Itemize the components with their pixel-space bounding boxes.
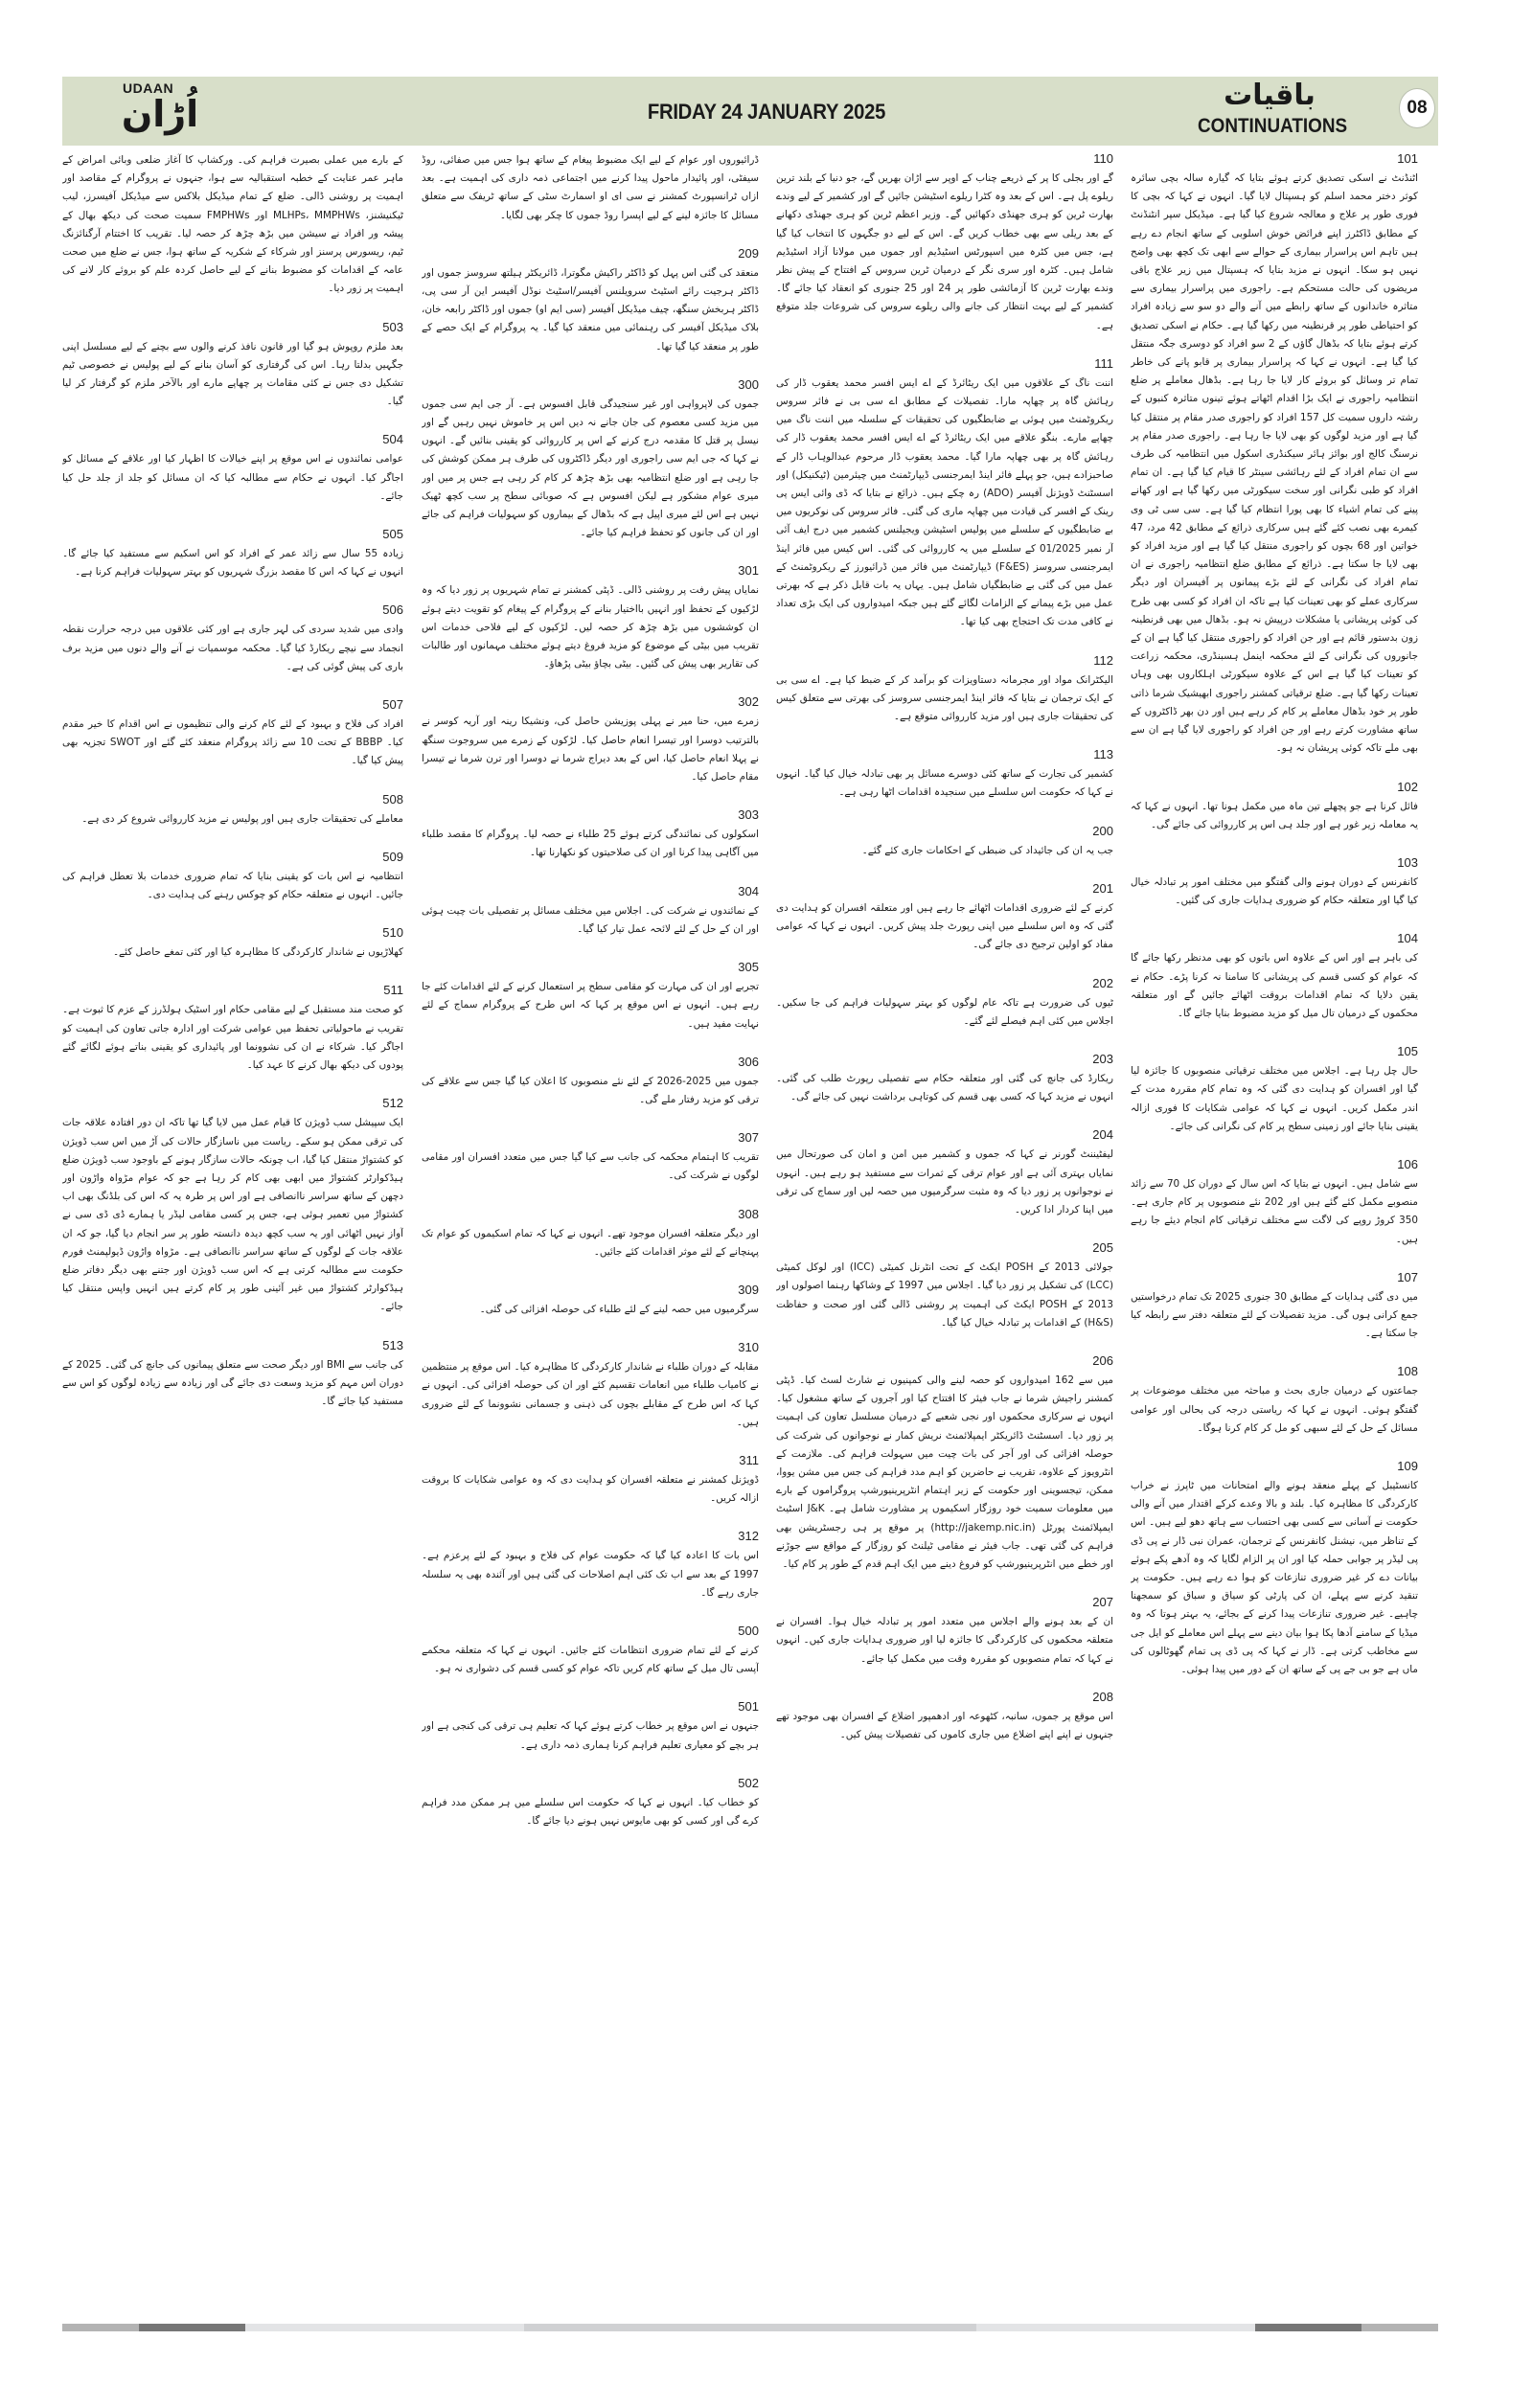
story-number: 510 <box>382 925 403 941</box>
story-number: 506 <box>382 602 403 618</box>
story-number: 205 <box>1092 1240 1113 1256</box>
story-509 <box>62 850 403 904</box>
story-number: 507 <box>382 697 403 713</box>
story-text: تجربے اور ان کی مہارت کو مقامی سطح پر استعمال کرنے کے لئے اقدامات کئے جا رہے ہیں۔ انہوں نے اس موقع پر کہا کہ اس طرح کے پروگرام سماج کے لئے نہایت مفید ہیں۔ <box>422 981 759 1030</box>
story-number: 307 <box>738 1130 759 1146</box>
story-112 <box>776 653 1113 727</box>
column-d <box>1131 151 1418 2287</box>
section-title-urdu: باقیات <box>1224 79 1316 112</box>
story-text: منعقد کی گئی اس پہل کو ڈاکٹر راکیش مگوترا، ڈائریکٹر ہیلتھ سروسز جموں اور ڈاکٹر ہرجیت رائے اسٹیٹ سرویلنس آفیسر/اسٹیٹ نوڈل آفیسر این آر سی پی، ڈاکٹر ہربخش سنگھ، چیف میڈیکل آفیسر (سی ایم او) جموں اور ڈاکٹر رابعہ خان، بلاک میڈیکل آفیسر کی رہنمائی میں منعقد کیا گیا۔ یہ پروگرام کے ایک حصے کے طور پر منعقد کیا گیا تھا۔ <box>422 266 759 352</box>
story-text: تقریب کا اہتمام محکمہ کی جانب سے کیا گیا جس میں متعدد افسران اور مقامی لوگوں نے شرکت کی۔ <box>422 1151 759 1182</box>
story-301 <box>422 563 759 673</box>
story-text: کو خطاب کیا۔ انہوں نے کہا کہ حکومت اس سلسلے میں ہر ممکن مدد فراہم کرے گی اور کسی کو بھی مایوس نہیں ہونے دیا جائے گا۔ <box>422 1796 759 1827</box>
logo-urdu: اُڑان <box>121 93 199 135</box>
story-text: زمرے میں، حنا میر نے پہلی پوزیشن حاصل کی، ونشیکا رینہ اور آریہ کوسر نے بالترتیب دوسرا اور تیسرا انعام حاصل کیا۔ لڑکوں کے زمرے میں سروجوت سنگھ نے پہلا انعام حاصل کیا، اس کے بعد دیراج شرما نے دوسرا اور ترن شرما نے تیسرا مقام حاصل کیا۔ <box>422 716 759 784</box>
story-text: ریکارڈ کی جانچ کی گئی اور متعلقہ حکام سے تفصیلی رپورٹ طلب کی گئی۔ انہوں نے مزید کہا کہ کسی بھی قسم کی کوتاہی برداشت نہیں کی جائے گی۔ <box>776 1072 1113 1103</box>
story-511 <box>62 983 403 1075</box>
story-number: 303 <box>738 807 759 823</box>
story-text: مقابلہ کے دوران طلباء نے شاندار کارکردگی کا مظاہرہ کیا۔ اس موقع پر منتظمین نے کامیاب طلباء میں انعامات تقسیم کئے اور ان کی حوصلہ افزائی کی۔ انہوں نے کہا کہ اس طرح کے مقابلے بچوں کی ذہنی و جسمانی نشوونما کے لئے ضروری ہیں۔ <box>422 1361 759 1428</box>
story-number: 512 <box>382 1096 403 1111</box>
story-501 <box>422 1699 759 1754</box>
story-203 <box>776 1052 1113 1106</box>
story-number: 113 <box>1093 747 1113 762</box>
story-307 <box>422 1130 759 1185</box>
story-504 <box>62 432 403 506</box>
story-text: ڈرائیوروں اور عوام کے لیے ایک مضبوط پیغام کے ساتھ ہوا جس میں صفائی، روڈ سیفٹی، اور پائیدار ماحول پیدا کرنے میں اجتماعی ذمہ داری کی اہمیت ہے۔ بعد ازاں ٹرانسپورٹ کمشنر نے سی ای او اسمارٹ سٹی کے ساتھ ٹریفک سے متعلق مسائل کا جائزہ لینے کے لیے اپسرا روڈ جموں کا چکر بھی لگایا۔ <box>422 154 759 221</box>
story-text: بعد ملزم روپوش ہو گیا اور قانون نافذ کرنے والوں سے بچنے کے لیے مسلسل اپنی جگہیں بدلتا رہا۔ اس کی گرفتاری کو آسان بنانے کے لیے پولیس نے خصوصی ٹیم تشکیل دی جس نے کئی مقامات پر چھاپے مارے اور بالآخر ملزم کو گرفتار کر لیا گیا۔ <box>62 340 403 408</box>
story-512 <box>62 1096 403 1316</box>
story-text: اور دیگر متعلقہ افسران موجود تھے۔ انہوں نے کہا کہ تمام اسکیموں کو عوام تک پہنچانے کے لئے موثر اقدامات کئے جائیں۔ <box>422 1227 759 1258</box>
story-text: الیکٹرانک مواد اور مجرمانہ دستاویزات کو برآمد کر کے ضبط کیا ہے۔ اے سی بی کے ایک ترجمان نے بتایا کہ فائر اینڈ ایمرجنسی سروسز کی بھرتی سے متعلق کیس کی تحقیقات جاری ہیں اور مزید کارروائی متوقع ہے۔ <box>776 673 1113 723</box>
story-number: 308 <box>738 1206 759 1221</box>
story-text: کانفرنس کے دوران ہونے والی گفتگو میں مختلف امور پر تبادلہ خیال کیا گیا اور متعلقہ حکام کو ضروری ہدایات جاری کی گئیں۔ <box>1131 875 1418 907</box>
story-text: اٹنڈنٹ نے اسکی تصدیق کرتے ہوئے بتایا کہ گیارہ سالہ بچی سائرہ کوثر دختر محمد اسلم کو ہسپتال لایا گیا۔ انہوں نے کہا کہ بچی کا فوری طور پر علاج و معالجہ شروع کیا گیا ہے۔ میڈیکل سپر انٹنڈنٹ کے مطابق ڈاکٹرز اپنے فرائض خوش اسلوبی کے ساتھ انجام دے رہے ہیں تاہم اس پراسرار بیماری کے حوالے سے ابھی تک کچھ بھی واضح نہیں ہو سکا۔ انہوں نے مزید بتایا کہ ہسپتال میں زیر علاج باقی مریضوں کی حالت مستحکم ہے۔ راجوری میں پراسرار بیماری سے متاثرہ خاندانوں کے ساتھ رابطے میں آنے والے دو سو سے زیادہ افراد کو احتیاطی طور پر قرنطینہ میں رکھا گیا ہے۔ حکام نے اسکی تصدیق کرتے ہوئے بتایا کہ بڈھال گاؤں کے 2 سو افراد کو دوسری جگہ منتقل کیا گیا ہے۔ انہوں نے کہا کہ پراسرار بیماری پر قابو پانے کی خاطر تمام تر وسائل کو بروئے کار لایا جا رہا ہے۔ بڈھال معاملے پر ضلع انتظامیہ راجوری نے ایک بڑا اقدام اٹھاتے ہوئے تینوں متاثرہ کنبوں کے رشتہ داروں سمیت کل 157 افراد کو راجوری صدر مقام پر منتقل کیا گیا ہے اور مزید لوگوں کو بھی لایا جا رہا ہے۔ راجوری صدر مقام پر نرسنگ کالج اور بوائز ہائر سیکنڈری اسکول میں انتظامیہ کی طرف سے ان تمام افراد کے لئے رہائشی سینٹر کا قیام کیا گیا ہے۔ ان تمام افراد کو طبی نگرانی اور سخت سیکورٹی میں رکھا گیا ہے اور کھانے پینے کی تمام اشیاء کا بھی پورا انتظام کیا گیا ہے۔ سی سی ٹی وی کیمرے بھی نصب کئے گئے ہیں سرکاری ذرائع کے مطابق 42 مرد، 47 خواتین اور 68 بچوں کو راجوری منتقل کیا گیا ہے اور مزید افراد کو بھی لایا جا سکتا ہے۔ ذرائع کے مطابق ضلع انتظامیہ راجوری نے ان تمام افراد کی نگرانی کے لئے بڑے پیمانوں پر آفیسران اور دیگر سرکاری عملے کو بھی تعینات کیا ہے تاکہ ان افراد کو کسی بھی طرح کی کوئی پریشانی یا مشکلات درپیش نہ ہو۔ بڈھال میں بھی قرنطینہ زون بدستور قائم ہے اور جن افراد کو راجوری منتقل کیا گیا ہے ان کے جانوروں کی نگرانی کے لئے محکمہ اینمل ہسبنڈری، محکمہ زراعت کو تعینات کیا گیا ہے اس کے علاوہ سیکورٹی اہلکاروں بھی وہاں تعینات رکھا گیا ہے۔ ضلع ترقیاتی کمشنر راجوری ابھیشیک شرما ذاتی طور پر خود بڈھال معاملے پر کام کر رہے ہیں اور دن بھر ڈاکٹروں کے ساتھ مشاورت کرتے رہے اور جن افراد کو راجوری لایا گیا ہے ان سے بھی ملے تاکہ کوئی پریشان نہ ہو۔ <box>1131 172 1418 755</box>
story-text: لیفٹیننٹ گورنر نے کہا کہ جموں و کشمیر میں امن و امان کی صورتحال میں نمایاں بہتری آئی ہے اور عوام ترقی کے ثمرات سے مستفید ہو رہے ہیں۔ انہوں نے نوجوانوں پر زور دیا کہ وہ مثبت سرگرمیوں میں حصہ لیں اور سماج کی ترقی میں اپنا کردار ادا کریں۔ <box>776 1148 1113 1215</box>
story-text: کرنے کے لئے تمام ضروری انتظامات کئے جائیں۔ انہوں نے کہا کہ متعلقہ محکمے آپسی تال میل کے ساتھ کام کریں تاکہ عوام کو کسی قسم کی دشواری نہ ہو۔ <box>422 1644 759 1675</box>
story-207 <box>776 1595 1113 1669</box>
story-204 <box>776 1127 1113 1219</box>
story-number: 201 <box>1092 880 1113 896</box>
story-number: 107 <box>1397 1269 1418 1284</box>
footer-bar-segment <box>62 2324 139 2331</box>
story-text: کشمیر کی تجارت کے ساتھ کئی دوسرے مسائل پر بھی تبادلہ خیال کیا گیا۔ انہوں نے کہا کہ حکومت اس سلسلے میں سنجیدہ اقدامات اٹھا رہی ہے۔ <box>776 768 1113 799</box>
story-number: 301 <box>738 563 759 579</box>
story-text: کانسٹیبل کے پہلے منعقد ہونے والے امتحانات میں ٹاپرز نے خراب کارکردگی کا مظاہرہ کیا۔ بلند و بالا وعدے کرکے اقتدار میں آنے والی حکومت نے آسانی سے کسی بھی احتساب سے ہاتھ دھو لیے ہیں۔ اس کے تناظر میں، نیشنل کانفرنس کے ترجمان، عمران نبی ڈار نے پی ڈی پی لیڈر پر جوابی حملہ کیا اور ان پر الزام لگایا کہ وہ آدھے پکے ہوئے بیانات دے کر غیر ضروری تنازعات کو ہوا دے رہے ہیں۔ حکومت پر تنقید کرنے سے پہلے، ان کی پارٹی کو سیاق و سباق کو سمجھنا چاہیے۔ غیر ضروری تنازعات پیدا کرنے کے بجائے، یہ بہتر ہوتا کہ وہ میڈیا کے سامنے آدھا پکا ہوا بیان دینے سے پہلے اس معاملے کو ایل جی سے مخاطب کرتی ہے۔ ڈار نے کہا کہ پی ڈی پی تمام گھوٹالوں کی ماں ہے جو بی جے پی کے ساتھ ان کے دور میں پیدا ہوئی۔ <box>1131 1479 1418 1675</box>
story-309 <box>422 1283 759 1319</box>
story-308 <box>422 1207 759 1261</box>
footer-bar-segment <box>1255 2324 1361 2331</box>
story-number: 102 <box>1397 779 1418 794</box>
story-503 <box>62 320 403 412</box>
story-text: فائل کرنا ہے جو پچھلے تین ماہ میں مکمل ہونا تھا۔ انہوں نے کہا کہ یہ معاملہ زیر غور ہے اور جلد ہی اس پر کارروائی کی جائے گی۔ <box>1131 800 1418 830</box>
story-text: حال چل رہا ہے۔ اجلاس میں مختلف ترقیاتی منصوبوں کا جائزہ لیا گیا اور افسران کو ہدایت دی گئی کہ وہ تمام کام مقررہ مدت کے اندر مکمل کریں۔ انہوں نے کہا کہ عوامی شکایات کا فوری ازالہ یقینی بنایا جائے اور زمینی سطح پر کام کی نگرانی کی جائے۔ <box>1131 1065 1418 1132</box>
story-text: اسکولوں کی نمائندگی کرتے ہوئے 25 طلباء نے حصہ لیا۔ پروگرام کا مقصد طلباء میں آگاہی پیدا کرنا اور ان کی صلاحیتوں کو نکھارنا تھا۔ <box>422 829 759 859</box>
story-text: ٹیوں کی ضرورت ہے تاکہ عام لوگوں کو بہتر سہولیات فراہم کی جا سکیں۔ اجلاس میں کئی اہم فیصلے لئے گئے۔ <box>776 996 1113 1027</box>
story-number: 511 <box>383 983 403 998</box>
story-310 <box>422 1340 759 1432</box>
footer-color-bar <box>62 2324 1438 2331</box>
story-number: 105 <box>1397 1044 1418 1059</box>
page-number-badge: 08 <box>1399 88 1435 128</box>
story-text: کے نمائندوں نے شرکت کی۔ اجلاس میں مختلف مسائل پر تفصیلی بات چیت ہوئی اور ان کے حل کے لئے لائحہ عمل تیار کیا گیا۔ <box>422 904 759 935</box>
issue-date: FRIDAY 24 JANUARY 2025 <box>647 100 886 124</box>
footer-bar-segment <box>524 2324 976 2331</box>
story-text: سرگرمیوں میں حصہ لینے کے لئے طلباء کی حوصلہ افزائی کی گئی۔ <box>479 1303 759 1315</box>
story-number: 103 <box>1397 854 1418 870</box>
story-number: 501 <box>738 1699 759 1715</box>
column-b <box>422 151 759 2287</box>
story-text: جب یہ ان کی جائیداد کی ضبطی کے احکامات جاری کئے گئے۔ <box>861 844 1113 856</box>
story-number: 504 <box>382 432 403 447</box>
column-c <box>776 151 1113 2287</box>
story-106 <box>1131 1157 1418 1249</box>
story-number: 104 <box>1397 931 1418 946</box>
story-text: عوامی نمائندوں نے اس موقع پر اپنے خیالات کا اظہار کیا اور علاقے کے مسائل کو اجاگر کیا۔ انہوں نے حکام سے مطالبہ کیا کہ ان مسائل کو جلد از جلد حل کیا جائے۔ <box>62 453 403 502</box>
story-306 <box>422 1055 759 1109</box>
story-505 <box>62 527 403 581</box>
story-text: زیادہ 55 سال سے زائد عمر کے افراد کو اس اسکیم سے مستفید کیا جائے گا۔ انہوں نے کہا کہ اس کا مقصد بزرگ شہریوں کو بہتر سہولیات فراہم کرنا ہے۔ <box>62 548 403 579</box>
story-506 <box>62 602 403 676</box>
story-107 <box>1131 1270 1418 1344</box>
story-text: وادی میں شدید سردی کی لہر جاری ہے اور کئی علاقوں میں درجہ حرارت نقطہ انجماد سے نیچے ریکارڈ کیا گیا۔ محکمہ موسمیات نے آنے والے دنوں میں مزید برف باری کی پیش گوئی کی ہے۔ <box>62 624 403 672</box>
story-number: 112 <box>1093 652 1113 668</box>
story-text: اس موقع پر جموں، سانبہ، کٹھوعہ اور ادھمپور اضلاع کے افسران بھی موجود تھے جنہوں نے اپنے اپنے اضلاع میں جاری کاموں کی تفصیلات پیش کیں۔ <box>776 1710 1113 1740</box>
story-continued <box>62 151 403 299</box>
story-209 <box>422 246 759 356</box>
column-a <box>62 151 403 2287</box>
story-110 <box>776 151 1113 335</box>
story-number: 209 <box>738 245 759 261</box>
story-text: معاملے کی تحقیقات جاری ہیں اور پولیس نے مزید کارروائی شروع کر دی ہے۔ <box>81 812 403 825</box>
story-text: کی جانب سے BMI اور دیگر صحت سے متعلق پیمانوں کی جانچ کی گئی۔ 2025 کے دوران اس مہم کو مزید وسعت دی جائے گی اور زیادہ سے زیادہ لوگوں کو اس سے مستفید کیا جائے گا۔ <box>62 1358 403 1407</box>
story-text: اس بات کا اعادہ کیا گیا کہ حکومت عوام کی فلاح و بہبود کے لئے پرعزم ہے۔ 1997 کے بعد سے اب تک کئی اہم اصلاحات کی گئی ہیں اور آئندہ بھی یہ سلسلہ جاری رہے گا۔ <box>422 1550 759 1599</box>
story-513 <box>62 1338 403 1412</box>
story-111 <box>776 356 1113 632</box>
story-108 <box>1131 1364 1418 1438</box>
story-number: 203 <box>1092 1051 1113 1066</box>
story-302 <box>422 694 759 786</box>
story-text: جماعتوں کے درمیان جاری بحث و مباحثہ میں مختلف موضوعات پر گفتگو ہوئی۔ انہوں نے کہا کہ ریاستی درجہ کی بحالی اور عوامی مسائل کے حل کے لئے سبھی کو مل کر کام کرنا ہوگا۔ <box>1131 1385 1418 1434</box>
story-text: ان کے بعد ہونے والے اجلاس میں متعدد امور پر تبادلہ خیال ہوا۔ افسران نے متعلقہ محکموں کی کارکردگی کا جائزہ لیا اور ضروری ہدایات جاری کیں۔ انہوں نے کہا کہ تمام منصوبوں کو مقررہ وقت میں مکمل کیا جائے۔ <box>776 1616 1113 1665</box>
story-text: کو صحت مند مستقبل کے لیے مقامی حکام اور اسٹیک ہولڈرز کے عزم کا ثبوت ہے۔ تقریب نے ماحولیاتی تحفظ میں عوامی شرکت اور ادارہ جاتی تعاون کی اہمیت کو اجاگر کیا۔ شرکاء نے ان کی نشوونما اور پائیداری کو یقینی بناتے ہوئے لگائے گئے پودوں کی دیکھ بھال کرنے کا عہد کیا۔ <box>62 1004 403 1072</box>
story-303 <box>422 807 759 862</box>
story-number: 207 <box>1092 1595 1113 1610</box>
story-109 <box>1131 1459 1418 1679</box>
story-300 <box>422 377 759 543</box>
story-number: 513 <box>382 1337 403 1352</box>
story-number: 202 <box>1092 975 1113 990</box>
story-number: 111 <box>1094 355 1113 371</box>
story-text: ڈویژنل کمشنر نے متعلقہ افسران کو ہدایت دی کہ وہ عوامی شکایات کا بروقت ازالہ کریں۔ <box>422 1473 759 1505</box>
story-text: افراد کی فلاح و بہبود کے لئے کام کرنے والی تنظیموں نے اس اقدام کا خیر مقدم کیا۔ BBBP کے تحت 10 سے زائد پروگرام منعقد کئے گئے اور SWOT تجزیہ بھی پیش کیا گیا۔ <box>62 718 403 767</box>
story-502 <box>422 1776 759 1830</box>
story-500 <box>422 1624 759 1678</box>
story-507 <box>62 697 403 771</box>
story-text: گے اور بجلی کا پر کے ذریعے چناب کے اوپر سے اڑان بھریں گے، جو دنیا کے بلند ترین ریلوے پل ہے۔ اس کے بعد وہ کٹرا ریلوے اسٹیشن جائیں گے اور کشمیر کے لیے وندے بھارت ٹرین کو ہری جھنڈی دکھائیں گے۔ وزیر اعظم ٹرین کو ہری جھنڈی دکھانے کے بعد ریلی سے بھی خطاب کریں گے۔ اس کے لیے دو جگہوں کا انتخاب کیا گیا ہے، جس میں کٹرہ میں اسپورٹس اسٹیڈیم اور جموں میں مولانا آزاد اسٹیڈیم شامل ہیں۔ کٹرہ اور سری نگر کے درمیان ٹرین سروس کے افتتاح کے پیش نظر وندے بھارت ٹرین کا آزمائشی طور پر 24 اور 25 جنوری کو انعقاد کیا جائے گا۔ کشمیر کے لیے بہت انتظار کی جانے والی ریلوے سروس کی شروعات جلد متوقع ہے۔ <box>776 172 1113 331</box>
story-number: 305 <box>738 960 759 975</box>
story-number: 304 <box>738 883 759 898</box>
story-number: 508 <box>382 791 403 806</box>
story-text: انتظامیہ نے اس بات کو یقینی بنایا کہ تمام ضروری خدمات بلا تعطل فراہم کی جائیں۔ انہوں نے متعلقہ حکام کو چوکس رہنے کی ہدایت دی۔ <box>62 870 403 901</box>
footer-bar-segment <box>976 2324 1255 2331</box>
story-number: 109 <box>1397 1458 1418 1473</box>
story-number: 309 <box>738 1282 759 1297</box>
story-text: نمایاں پیش رفت پر روشنی ڈالی۔ ڈپٹی کمشنر نے تمام شہریوں پر زور دیا کہ وہ لڑکیوں کے تحفظ اور انہیں بااختیار بنانے کے پروگرام کے پیغام کو تقویت دیتے ہوئے ان کوششوں میں بڑھ چڑھ کر حصہ لیں۔ لڑکیوں کے لیے فلاحی خدمات اس تقریب میں بیٹی کے موضوع کو مزید فروغ دیتے ہوئے مختلف مہمانوں اور طالبات کی تقاریر بھی پیش کی گئیں۔ بیٹی بچاؤ بیٹی پڑھاؤ۔ <box>422 584 759 670</box>
story-text: کرنے کے لئے ضروری اقدامات اٹھائے جا رہے ہیں اور متعلقہ افسران کو ہدایت دی گئی کہ وہ اس سلسلے میں اپنی رپورٹ جلد پیش کریں۔ انہوں نے کہا کہ عوامی مفاد کو اولین ترجیح دی جائے گی۔ <box>776 901 1113 951</box>
story-102 <box>1131 780 1418 834</box>
story-text: اننت ناگ کے علاقوں میں ایک ریٹائرڈ کے اے ایس افسر محمد یعقوب ڈار کی رہائش گاہ پر چھاپہ مارا۔ تفصیلات کے مطابق اے سی بی نے فائر سروس ریکروٹمنٹ میں ہوئی بے ضابطگیوں کی تحقیقات کے سلسلہ میں اننت ناگ میں چھاپے مارے۔ بنگو علاقے میں ایک ریٹائرڈ کے اے ایس افسر محمد یعقوب ڈار کی رہائش گاہ پر بھی چھاپہ مارا گیا۔ محمد یعقوب ڈار مرحوم عبدالوہاب ڈار کے صاحبزادے ہیں، جو پہلے فائر اینڈ ایمرجنسی ڈیپارٹمنٹ میں چیئرمین (ٹیکنیکل) اور اسسٹنٹ ڈویژنل آفیسر (ADO) رہ چکے ہیں۔ ذرائع نے بتایا کہ ڈی وائی ایس پی رینک کے افسر کی قیادت میں چھاپہ ماری کی گئی۔ فائر سروس کی نوکریوں میں بے ضابطگیوں کے سلسلے میں پولیس اسٹیشن ویجیلنس کشمیر میں درج ایف آئی آر نمبر 01/2025 کے سلسلے میں یہ کارروائی کی گئی۔ اس کیس میں فائر اینڈ ایمرجنسی سروسز (F&ES) ڈیپارٹمنٹ میں فائر مین ڈرائیورز کے ریکروٹمنٹ کے عمل میں کی گئی بے ضابطگیاں شامل ہیں۔ یہاں یہ بات قابل ذکر ہے کہ بھرتی عمل میں بڑے پیمانے کے الزامات لگائے گئے ہیں جبکہ امیدواروں کی ایک بڑی تعداد نے کافی مدت تک احتجاج بھی کیا تھا۔ <box>776 376 1113 628</box>
story-number: 106 <box>1397 1156 1418 1171</box>
story-510 <box>62 925 403 962</box>
section-title-english: CONTINUATIONS <box>1198 115 1348 137</box>
story-311 <box>422 1453 759 1508</box>
story-text: میں دی گئی ہدایات کے مطابق 30 جنوری 2025 تک تمام درخواستیں جمع کرانی ہوں گی۔ مزید تفصیلات کے لئے متعلقہ دفتر سے رابطہ کیا جا سکتا ہے۔ <box>1131 1290 1418 1340</box>
story-208 <box>776 1690 1113 1744</box>
story-113 <box>776 747 1113 802</box>
footer-bar-segment <box>139 2324 244 2331</box>
story-105 <box>1131 1044 1418 1136</box>
story-201 <box>776 881 1113 955</box>
story-number: 503 <box>382 319 403 334</box>
story-200 <box>776 824 1113 860</box>
story-text: جولائی 2013 کے POSH ایکٹ کے تحت انٹرنل کمیٹی (ICC) اور لوکل کمیٹی (LCC) کی تشکیل پر زور دیا گیا۔ اجلاس میں 1997 کے وشاکھا رہنما اصولوں اور 2013 کے POSH ایکٹ کی اہمیت پر روشنی ڈالی گئی اور صحت و حفاظت (H&S) کے اقدامات پر تبادلہ خیال کیا گیا۔ <box>776 1261 1113 1329</box>
story-number: 110 <box>1093 151 1113 166</box>
story-text: کی باہر ہے اور اس کے علاوہ اس باتوں کو بھی مدنظر رکھا جائے گا کہ عوام کو کسی قسم کی پریشانی کا سامنا نہ کرنا پڑے۔ حکام نے یقین دلایا کہ تمام اقدامات بروقت اٹھائے جائیں گے اور متعلقہ محکموں کے درمیان تال میل کو مزید مضبوط بنایا جائے گا۔ <box>1131 952 1418 1019</box>
story-text: جنہوں نے اس موقع پر خطاب کرتے ہوئے کہا کہ تعلیم ہی ترقی کی کنجی ہے اور ہر بچے کو معیاری تعلیم فراہم کرنا ہماری ذمہ داری ہے۔ <box>422 1720 759 1751</box>
story-number: 302 <box>738 694 759 710</box>
story-number: 300 <box>738 376 759 392</box>
story-508 <box>62 792 403 829</box>
footer-bar-segment <box>1361 2324 1438 2331</box>
story-text: جموں میں 2025-2026 کے لئے نئے منصوبوں کا اعلان کیا گیا جس سے علاقے کی ترقی کو مزید رفتار ملے گی۔ <box>422 1075 759 1105</box>
story-number: 208 <box>1092 1689 1113 1704</box>
story-text: میں سے 162 امیدواروں کو حصہ لینے والی کمپنیوں نے شارٹ لسٹ کیا۔ ڈپٹی کمشنر راجیش شرما نے جاب فیئر کا افتتاح کیا اور آجروں کے ساتھ مشغول کیا۔ انہوں نے سرکاری محکموں اور نجی شعبے کے درمیان مسلسل تعاون کی اہمیت پر زور دیا۔ اسسٹنٹ ڈائریکٹر ایمپلائمنٹ نریش کمار نے نوجوانوں کی شرکت کی حوصلہ افزائی کی اور آجر کی بات چیت میں سہولت فراہم کی۔ ملازمت کے انٹرویوز کے علاوہ، تقریب نے حاضرین کو اہم مدد فراہم کی جس میں مشن یووا، ممکن، تیجسوینی اور حکومت کے زیر اہتمام انٹرپرینیورشپ پروگراموں کے بارے میں معلومات سمیت خود روزگار اسکیموں پر مشاورت شامل ہے۔ J&K اسٹیٹ ایمپلائمنٹ پورٹل (http://jakemp.nic.in) پر موقع پر ہی رجسٹریشن بھی فراہم کی گئی تھی۔ جاب فیئر نے مقامی ٹیلنٹ کو روزگار کے مواقع سے جوڑنے اور خطے میں انٹرپرینیورشپ کو فروغ دینے میں ایک اہم قدم کے طور پر کام کیا۔ <box>776 1374 1113 1570</box>
story-number: 500 <box>738 1623 759 1638</box>
story-number: 204 <box>1092 1127 1113 1143</box>
story-205 <box>776 1240 1113 1332</box>
story-305 <box>422 960 759 1034</box>
story-number: 502 <box>738 1775 759 1790</box>
story-number: 200 <box>1092 823 1113 838</box>
logo-english: UDAAN <box>123 80 174 96</box>
story-206 <box>776 1353 1113 1574</box>
story-continued <box>422 151 759 225</box>
story-number: 312 <box>738 1529 759 1544</box>
story-312 <box>422 1529 759 1602</box>
story-103 <box>1131 855 1418 910</box>
story-number: 108 <box>1397 1364 1418 1379</box>
story-number: 206 <box>1092 1352 1113 1368</box>
story-number: 505 <box>382 527 403 542</box>
story-text: سے شامل ہیں۔ انہوں نے بتایا کہ اس سال کے دوران کل 70 سے زائد منصوبے مکمل کئے گئے ہیں اور 202 نئے منصوبوں پر کام جاری ہے۔ 350 کروڑ روپے کی لاگت سے مختلف ترقیاتی کام انجام دیئے جا رہے ہیں۔ <box>1131 1177 1418 1245</box>
story-number: 310 <box>738 1340 759 1355</box>
story-text: جموں کی لاپرواہی اور غیر سنجیدگی قابل افسوس ہے۔ آر جی ایم سی جموں میں مزید کسی معصوم کی جان جانے نہ دیں اس پر خاموش نہیں رہیں گے اور نیسل پر قتل کا مقدمہ درج کرنے کے اس پر کارروائی کو یقینی بنائیں گے۔ انہوں نے کہا کہ جی ایم سی راجوری اور دیگر ڈاکٹروں کی طرف ہر ممکن کوشش کی جا رہی ہے اور ضلع انتظامیہ بھی بڑھ چڑھ کر کام کر رہی ہے جس پر میں اور میری عوام مشکور ہے لیکن افسوس ہے کہ صوبائی سطح پر سب کچھ ٹھیک نہیں ہے اس لئے میری اپیل ہے کہ بڈھال کے بیماروں کو سہولیات فراہم کی جائے اور ان کی جانوں کو تحفظ فراہم کیا جائے۔ <box>422 398 759 539</box>
story-text: ایک سپیشل سب ڈویژن کا قیام عمل میں لایا گیا تھا تاکہ ان دور افتادہ علاقہ جات کی ترقی ممکن ہو سکے۔ ریاست میں ناسازگار حالات کی آڑ میں اس سب ڈویژن کو کشتواڑ منتقل کیا گیا، اب چونکہ حالات سازگار ہونے کے باوجود سب ڈویژن ضلع ہیڈکوارٹر کشتواڑ میں ابھی بھی کام کر رہا ہے جو کہ عوام مڑواہ واڑون اور دچھن کے ساتھ سراسر ناانصافی ہے اور اس پر طرہ یہ کہ اس کی بلڈنگ بھی اب کشتواڑ میں تعمیر ہوئی ہے، جس پر کسی مقامی لیڈر یا ہمارے ڈی ڈی سی نے آواز نہیں اٹھائی اور یہ سب کچھ دیدہ دانستہ طور پر سر انجام دیا گیا، جو کہ ان علاقہ جات کے لوگوں کے ساتھ سراسر ناانصافی ہے۔ مڑواہ واڑون ڈیولپمنٹ فورم حکومت سے مطالبہ کرتی ہے کہ اس سب ڈویژن اور جتنے بھی دیگر دفاتر ضلع ہیڈکوارٹر کشتواڑ میں غیر آئینی طور پر کام کرتے ہیں انہیں واپس منتقل کیا جائے۔ <box>62 1117 403 1313</box>
story-101 <box>1131 151 1418 759</box>
story-number: 311 <box>739 1452 759 1467</box>
story-text: کھلاڑیوں نے شاندار کارکردگی کا مظاہرہ کیا اور کئی تمغے حاصل کئے۔ <box>112 946 403 959</box>
story-number: 509 <box>382 849 403 864</box>
story-text: کے بارے میں عملی بصیرت فراہم کی۔ ورکشاپ کا آغاز ضلعی وبائی امراض کے ماہر عمر عنایت کے خطبہ استقبالیہ سے ہوا، جنہوں نے پروگرام کے مقاصد اور اہمیت پر روشنی ڈالی۔ ضلع کے تمام میڈیکل بلاکس سے میڈیکل آفیسرز، لیب ٹیکنیشنز، MLHPs، MMPHWs اور FMPHWs سمیت صحت کی دیکھ بھال کے پیشہ ور افراد نے سیشن میں بڑھ چڑھ کر حصہ لیا۔ تقریب کا اختتام آرگنائزنگ ٹیم، ریسورس پرسنز اور شرکاء کے شکریہ کے ساتھ ہوا، جس نے ضلع میں صحت عامہ کے اقدامات کو مضبوط بنانے کے لیے حاصل کردہ علم کو بروئے کار لانے کی اہمیت پر زور دیا۔ <box>62 154 403 295</box>
story-304 <box>422 884 759 939</box>
footer-bar-segment <box>245 2324 524 2331</box>
story-104 <box>1131 931 1418 1023</box>
story-202 <box>776 976 1113 1031</box>
story-number: 101 <box>1397 151 1418 166</box>
story-number: 306 <box>738 1054 759 1069</box>
